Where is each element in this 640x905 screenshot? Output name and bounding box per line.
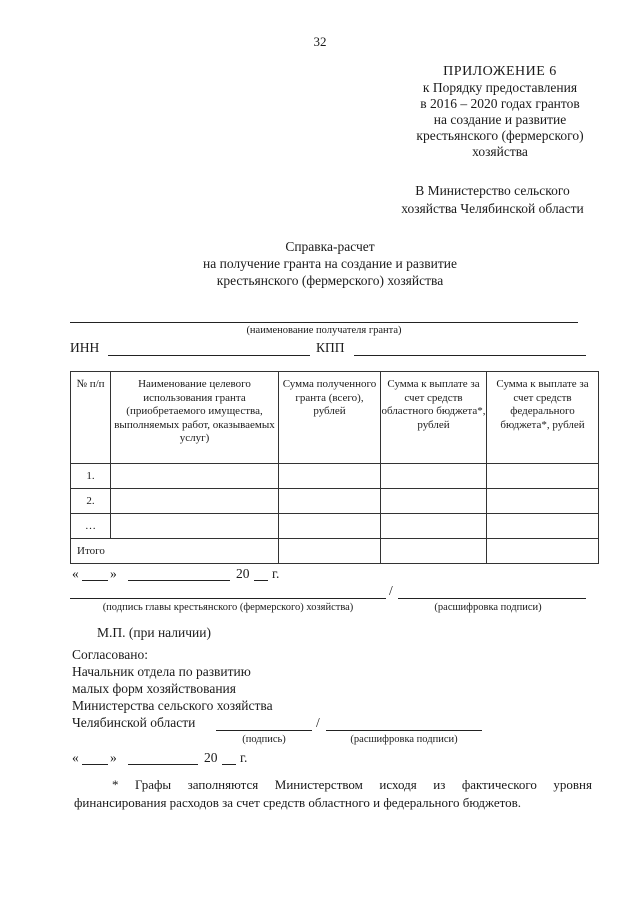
- cell-total-grant[interactable]: [279, 539, 381, 564]
- date-year-suffix: г.: [272, 566, 280, 581]
- header-federal-sum: Сумма к выплате за счет средств федерального бюджета*, рублей: [487, 372, 599, 464]
- title-line: крестьянского (фермерского) хозяйства: [216, 273, 444, 288]
- approval-line: малых форм хозяйствования: [72, 681, 236, 696]
- header-number: № п/п: [71, 372, 111, 464]
- table-row: [71, 514, 599, 539]
- total-label: Итого: [71, 539, 279, 564]
- cell-grant-sum[interactable]: [279, 489, 381, 514]
- date-year-field[interactable]: [254, 580, 268, 581]
- approval-line: Начальник отдела по развитию: [72, 664, 251, 679]
- date-year-prefix: 20: [236, 566, 250, 581]
- head-signature-field[interactable]: [70, 598, 386, 599]
- addressee-block: [355, 182, 630, 218]
- row-number: 1.: [71, 464, 111, 489]
- approval-line: Министерства сельского хозяйства: [72, 698, 273, 713]
- appendix-line: в 2016 – 2020 годах грантов: [420, 96, 580, 111]
- row-number: …: [71, 514, 111, 539]
- date2-year-field[interactable]: [222, 764, 236, 765]
- approval-block: [72, 646, 273, 731]
- date-open-quote: «: [72, 566, 79, 581]
- cell-federal-sum[interactable]: [487, 489, 599, 514]
- approver-signature-caption: (подпись): [242, 734, 286, 745]
- appendix-block: [370, 64, 630, 160]
- appendix-line: на создание и развитие: [433, 112, 567, 127]
- date2-year-suffix: г.: [240, 750, 248, 765]
- title-line: на получение гранта на создание и развитие: [203, 256, 457, 271]
- head-decoding-field[interactable]: [398, 598, 586, 599]
- total-row: [71, 539, 599, 564]
- date2-close-quote: »: [110, 750, 117, 765]
- cell-grant-sum[interactable]: [279, 464, 381, 489]
- approver-decoding-caption: (расшифровка подписи): [350, 734, 458, 745]
- addressee-line: хозяйства Челябинской области: [401, 201, 584, 216]
- cell-purpose[interactable]: [111, 489, 279, 514]
- cell-total-regional[interactable]: [381, 539, 487, 564]
- head-decoding-caption: (расшифровка подписи): [434, 602, 542, 613]
- header-grant-sum: Сумма полученного гранта (всего), рублей: [279, 372, 381, 464]
- header-regional-sum: Сумма к выплате за счет средств областного бюджета*, рублей: [381, 372, 487, 464]
- document-title: [130, 238, 530, 289]
- cell-regional-sum[interactable]: [381, 489, 487, 514]
- slash-separator: /: [389, 583, 393, 598]
- approver-decoding-field[interactable]: [326, 730, 482, 731]
- date2-open-quote: «: [72, 750, 79, 765]
- title-line: Справка-расчет: [285, 239, 375, 254]
- footnote: * Графы заполняются Министерством исходя из фактического уровня финансирования расходов за счет средств областного и федерального бюджетов.: [74, 777, 592, 810]
- date-day-field[interactable]: [82, 580, 108, 581]
- table-row: [71, 464, 599, 489]
- recipient-name-line[interactable]: [70, 322, 578, 323]
- cell-regional-sum[interactable]: [381, 514, 487, 539]
- date2-month-field[interactable]: [128, 764, 198, 765]
- date-close-quote: »: [110, 566, 117, 581]
- inn-field[interactable]: [108, 355, 310, 356]
- approval-heading: Согласовано:: [72, 647, 148, 662]
- table-header-row: [71, 372, 599, 464]
- row-number: 2.: [71, 489, 111, 514]
- appendix-line: крестьянского (фермерского): [416, 128, 584, 143]
- cell-total-federal[interactable]: [487, 539, 599, 564]
- cell-regional-sum[interactable]: [381, 464, 487, 489]
- cell-federal-sum[interactable]: [487, 514, 599, 539]
- approval-line: Челябинской области: [72, 715, 196, 730]
- approver-signature-field[interactable]: [216, 730, 312, 731]
- inn-label: ИНН: [70, 340, 100, 355]
- cell-purpose[interactable]: [111, 514, 279, 539]
- header-purpose: Наименование целевого использования гранта (приобретаемого имущества, выполняемых работ, оказываемых услуг): [111, 372, 279, 464]
- kpp-label: КПП: [316, 340, 345, 355]
- head-signature-caption: (подпись главы крестьянского (фермерского) хозяйства): [102, 602, 354, 613]
- table-row: [71, 489, 599, 514]
- grant-calc-table: [70, 371, 599, 564]
- recipient-caption: (наименование получателя гранта): [246, 325, 402, 336]
- appendix-title: ПРИЛОЖЕНИЕ 6: [443, 64, 557, 79]
- appendix-line: к Порядку предоставления: [422, 80, 578, 95]
- cell-grant-sum[interactable]: [279, 514, 381, 539]
- kpp-field[interactable]: [354, 355, 586, 356]
- cell-federal-sum[interactable]: [487, 464, 599, 489]
- slash-separator: /: [316, 715, 320, 730]
- date-month-field[interactable]: [128, 580, 230, 581]
- seal-label: М.П. (при наличии): [97, 625, 211, 640]
- date2-day-field[interactable]: [82, 764, 108, 765]
- appendix-line: хозяйства: [472, 144, 528, 159]
- date2-year-prefix: 20: [204, 750, 218, 765]
- addressee-line: В Министерство сельского: [415, 183, 570, 198]
- page-number: 32: [313, 34, 327, 49]
- cell-purpose[interactable]: [111, 464, 279, 489]
